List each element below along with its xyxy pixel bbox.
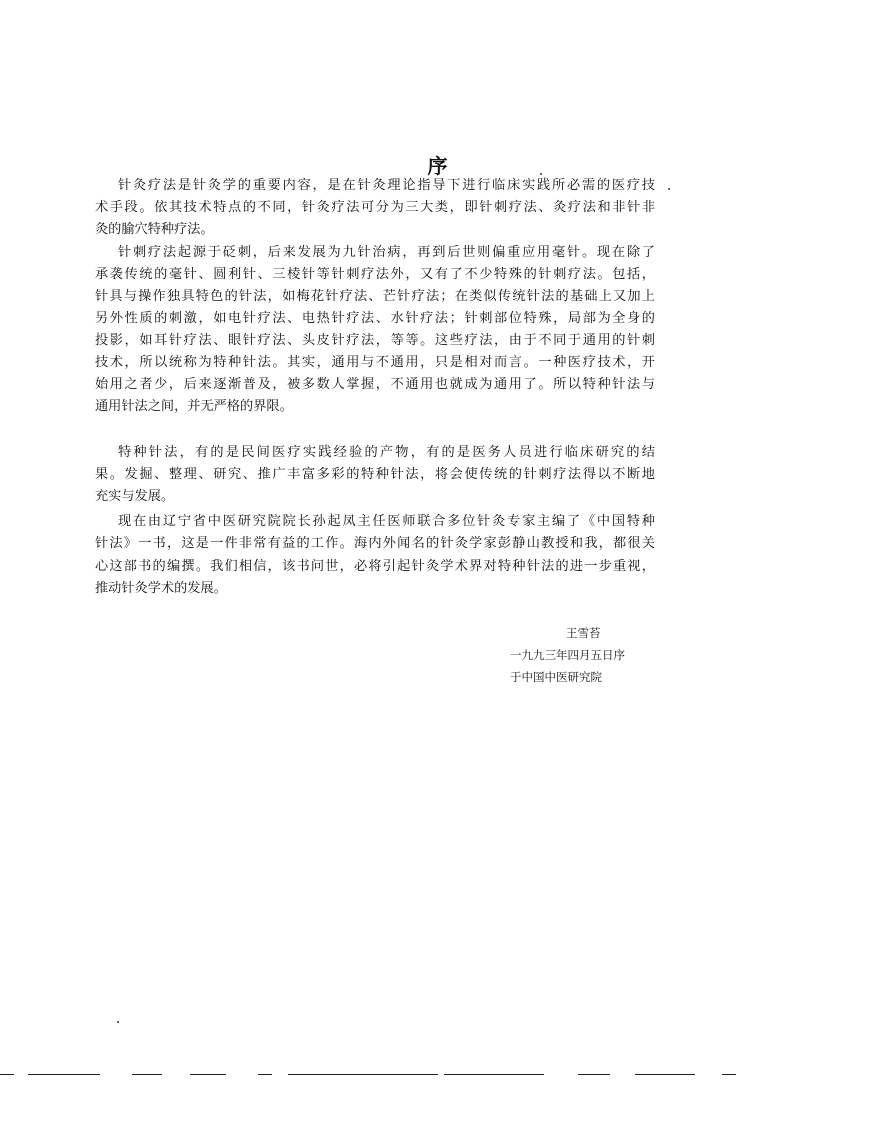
scan-line (132, 1074, 162, 1075)
scan-line (578, 1074, 610, 1075)
paragraph-line: 投影，如耳针疗法、眼针疗法、头皮针疗法，等等。这些疗法，由于不同于通用的针刺 (95, 333, 655, 348)
signature-author: 王雪苔 (566, 626, 601, 640)
scan-line (722, 1074, 736, 1075)
paragraph-line: 另外性质的刺激，如电针疗法、电热针疗法、水针疗法；针刺部位特殊，局部为全身的 (95, 311, 655, 326)
paragraph-line: 现在由辽宁省中医研究院院长孙起凤主任医师联合多位针灸专家主编了《中国特种 (118, 514, 655, 529)
paragraph-line: 承袭传统的毫针、圆利针、三棱针等针刺疗法外，又有了不少特殊的针刺疗法。包括， (95, 267, 655, 282)
paragraph-line: 通用针法之间，并无严格的界限。 (95, 399, 293, 414)
scan-line (635, 1074, 695, 1075)
page-title: 序 (427, 154, 448, 178)
scan-dot (540, 173, 542, 175)
scan-dot (117, 1021, 119, 1023)
scan-line (288, 1074, 438, 1075)
paragraph-line: 推动针灸学术的发展。 (95, 581, 227, 596)
paragraph-line: 针灸疗法是针灸学的重要内容，是在针灸理论指导下进行临床实践所必需的医疗技 (118, 178, 655, 193)
paragraph-line: 术手段。依其技术特点的不同，针灸疗法可分为三大类，即针刺疗法、灸疗法和非针非 (95, 200, 655, 215)
paragraph-line: 特种针法，有的是民间医疗实践经验的产物，有的是医务人员进行临床研究的结 (118, 445, 655, 460)
signature-place: 于中国中医研究院 (510, 670, 602, 684)
scan-line (28, 1074, 100, 1075)
scan-line (258, 1074, 272, 1075)
paragraph-line: 针刺疗法起源于砭刺，后来发展为九针治病，再到后世则偏重应用毫针。现在除了 (118, 245, 655, 260)
paragraph-line: 心这部书的编撰。我们相信，该书问世，必将引起针灸学术界对特种针法的进一步重视， (95, 559, 655, 574)
paragraph-line: 始用之者少，后来逐渐普及，被多数人掌握，不通用也就成为通用了。所以特种针法与 (95, 377, 655, 392)
paragraph-line: 灸的腧穴特种疗法。 (95, 222, 214, 237)
scan-line (0, 1074, 14, 1075)
paragraph-line: 果。发掘、整理、研究、推广丰富多彩的特种针法，将会使传统的针刺疗法得以不断地 (95, 467, 655, 482)
paragraph-line: 针具与操作独具特色的针法，如梅花针疗法、芒针疗法；在类似传统针法的基础上又加上 (95, 289, 655, 304)
paragraph-line: 针法》一书，这是一件非常有益的工作。海内外闻名的针灸学家彭静山教授和我，都很关 (95, 536, 655, 551)
signature-date: 一九九三年四月五日序 (510, 648, 625, 662)
paragraph-line: 技术，所以统称为特种针法。其实，通用与不通用，只是相对而言。一种医疗技术，开 (95, 355, 655, 370)
scan-line (444, 1074, 544, 1075)
scan-dot (668, 188, 670, 190)
paragraph-line: 充实与发展。 (95, 489, 175, 504)
scan-line (190, 1074, 226, 1075)
